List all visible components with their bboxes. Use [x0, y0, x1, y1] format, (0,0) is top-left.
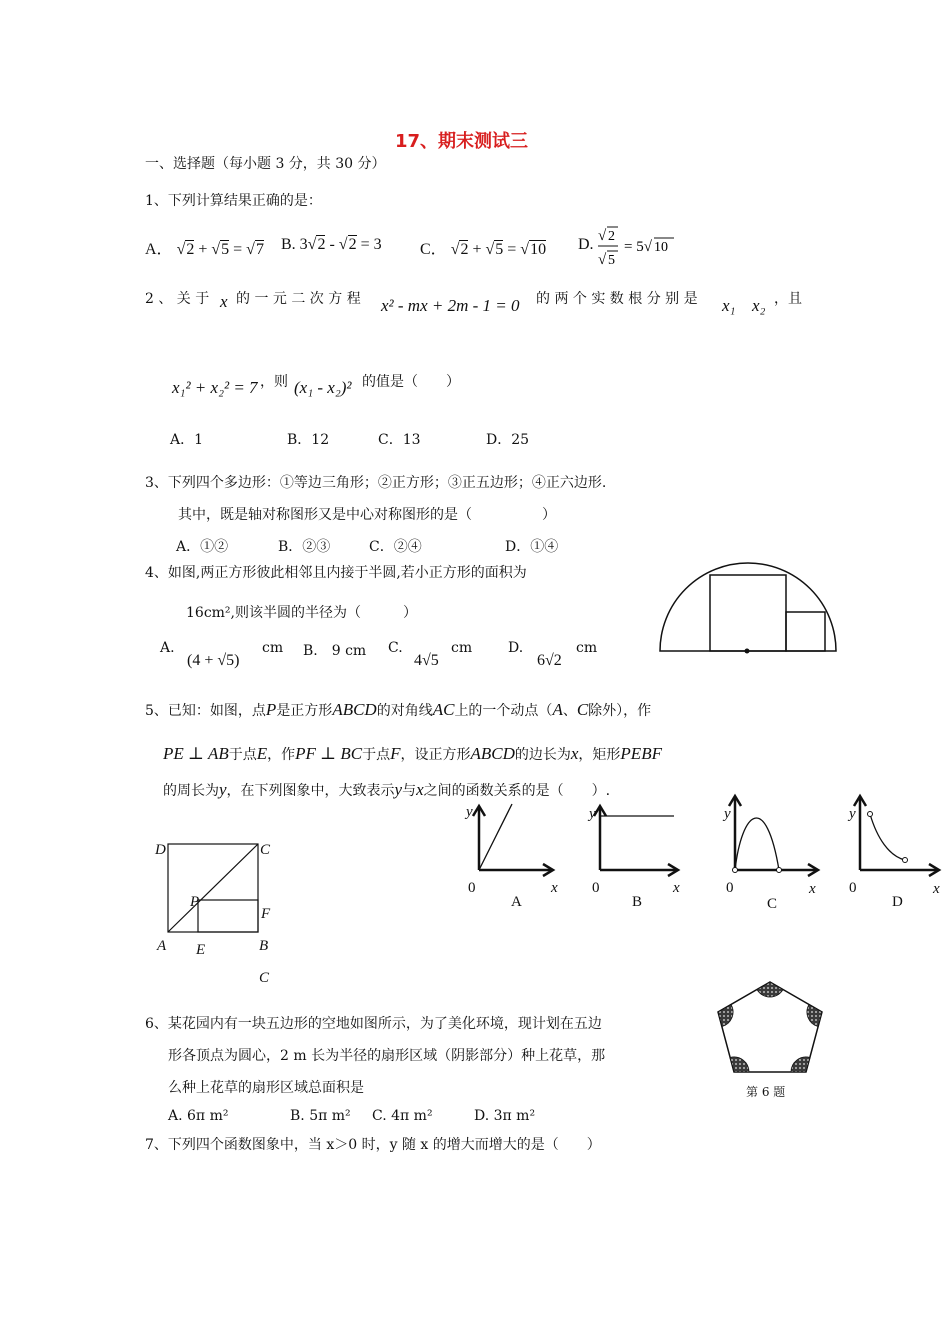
q3-stem: 3、下列四个多边形：①等边三角形；②正方形；③正五边形；④正六边形.: [145, 475, 607, 491]
q2-option-d: D．25: [486, 432, 530, 448]
label-d: D: [155, 842, 166, 858]
var-abcd: ABCD: [332, 700, 377, 719]
label-f: F: [261, 906, 271, 922]
var-p: P: [265, 700, 277, 719]
q6-line1: 6、某花园内有一块五边形的空地如图所示，为了美化环境，现计划在五边: [145, 1016, 602, 1032]
q2-mid2: 的 两 个 实 数 根 分 别 是: [536, 291, 698, 307]
graph-b-label: B: [632, 894, 643, 910]
q2-var-x: x: [220, 292, 228, 311]
q3-stem2: 其中，既是轴对称图形又是中心对称图形的是（ ）: [178, 507, 556, 523]
y-axis-label: y: [724, 806, 731, 822]
q2-tail: ，且: [774, 291, 802, 307]
label-c: C: [260, 842, 271, 858]
q2-option-c: C．13: [378, 432, 421, 448]
q4-option-d-label: D.: [508, 640, 524, 656]
option-label: A．: [145, 241, 173, 258]
text: ，设正方形: [400, 747, 471, 763]
var-pebf: PEBF: [620, 744, 662, 763]
text: 除外），作: [588, 703, 652, 719]
svg-text:= 5√: = 5√: [624, 239, 652, 255]
text: ，在下列图象中，大致表示: [226, 783, 395, 799]
svg-text:10: 10: [654, 240, 668, 255]
var-y: y: [219, 780, 227, 799]
text: 于点: [362, 747, 391, 763]
center-point: [745, 649, 750, 654]
q1-option-b: [281, 236, 382, 254]
q4-option-a-value: (4 + √5): [187, 652, 240, 669]
var-abcd: ABCD: [470, 744, 515, 763]
semicircle-outline: [660, 563, 836, 651]
q4-option-d-value: 6√2: [537, 652, 562, 669]
q5-line3: [163, 780, 610, 800]
q4-option-c-value: 4√5: [414, 652, 439, 669]
q6-figure-caption: 第 6 题: [746, 1085, 786, 1099]
q1-stem: 1、下列计算结果正确的是：: [145, 193, 322, 209]
q2-mid: 的 一 元 二 次 方 程: [236, 291, 361, 307]
text: 5、已知：如图，点: [145, 703, 266, 719]
var-c: C: [576, 700, 589, 719]
q5-line2: [163, 744, 662, 764]
x-axis-label: x: [551, 880, 558, 896]
q6-option-a: A. 6π m²: [168, 1108, 229, 1124]
label-a: A: [157, 938, 167, 954]
q6-line3: 么种上花草的扇形区域总面积是: [168, 1080, 364, 1096]
q2-condition: x₁² + x₂² = 7: [172, 378, 258, 397]
sector-top: [757, 982, 783, 997]
text: 的周长为: [163, 783, 219, 799]
expr-pf-bc: PF ⊥ BC: [295, 744, 363, 763]
x-axis-label: x: [673, 880, 680, 896]
graph-c-label: C: [767, 896, 778, 912]
text: 上的一个动点（: [454, 703, 553, 719]
label-b: B: [259, 938, 269, 954]
large-square: [710, 575, 786, 651]
label-e: E: [196, 942, 206, 958]
text: 的对角线: [376, 703, 433, 719]
q2-equation: x² - mx + 2m - 1 = 0: [381, 296, 520, 315]
q5-graph-b: [590, 800, 690, 890]
q4-stem2: 16cm²,则该半圆的半径为（ ）: [186, 605, 417, 621]
q5-graph-c: [720, 790, 830, 890]
q6-pentagon-figure: [714, 978, 826, 1076]
text: 于点: [228, 747, 257, 763]
y-axis-label: y: [466, 804, 473, 820]
label-p: P: [190, 894, 200, 910]
q5-graph-d: [845, 790, 945, 890]
var-ac: AC: [432, 700, 455, 719]
q1-option-d: [578, 236, 594, 254]
q4-stem: 4、如图,两正方形彼此相邻且内接于半圆,若小正方形的面积为: [145, 565, 527, 581]
q3-option-d: D．①④: [505, 539, 559, 555]
option-label: D.: [578, 236, 594, 253]
text: 之间的函数关系的是（ ）.: [423, 783, 611, 799]
q2-root2: x₂: [752, 296, 766, 315]
q5-line1: [145, 700, 651, 720]
expr-pe-ab: PE ⊥ AB: [163, 744, 229, 763]
svg-text:√: √: [598, 228, 607, 244]
var-e: E: [256, 744, 268, 763]
q4-semicircle-figure: [655, 560, 840, 660]
q2-option-a: A．1: [170, 432, 204, 448]
q4-unit-d: cm: [576, 640, 598, 656]
option-label: B.: [281, 236, 296, 253]
math-expression: √2 + √5 = √7: [176, 241, 264, 258]
svg-text:5: 5: [608, 253, 615, 268]
y-axis-label: y: [589, 806, 596, 822]
x-axis-label: x: [933, 881, 940, 897]
text: 是正方形: [276, 703, 333, 719]
var-x: x: [570, 744, 579, 763]
math-expression: 3√2 - √2 = 3: [299, 236, 382, 253]
x-axis-label: x: [809, 881, 816, 897]
origin-label: 0: [726, 880, 734, 896]
origin-label: 0: [468, 880, 476, 896]
var-x: x: [416, 780, 424, 799]
var-a: A: [552, 700, 563, 719]
graph-a-label: A: [511, 894, 522, 910]
q2-ask: 的值是（ ）: [362, 374, 460, 390]
math-expression: √2 + √5 = √10: [450, 241, 547, 258]
page-title: 17、期末测试三: [395, 131, 529, 152]
q2-root1: x₁: [722, 296, 736, 315]
q3-option-a: A．①②: [176, 539, 229, 555]
svg-text:√: √: [598, 252, 607, 268]
small-square: [786, 612, 825, 651]
graph-d-label: D: [892, 894, 903, 910]
text: ，作: [267, 747, 296, 763]
rectangle-pebf: [198, 900, 258, 932]
q3-option-c: C．②④: [369, 539, 422, 555]
text: 、: [562, 703, 577, 719]
var-y: y: [394, 780, 403, 799]
svg-text:2: 2: [608, 229, 615, 244]
text: 的边长为: [514, 747, 571, 763]
q2-option-b: B．12: [287, 432, 330, 448]
q4-option-a-label: A.: [160, 640, 175, 656]
q3-option-b: B．②③: [278, 539, 331, 555]
var-f: F: [390, 744, 401, 763]
q4-unit-a: cm: [262, 640, 284, 656]
origin-label: 0: [849, 880, 857, 896]
graph-curve: [870, 814, 905, 860]
q4-option-b: B. 9 cm: [303, 643, 367, 659]
q4-unit-c: cm: [451, 640, 473, 656]
q6-option-d: D. 3π m²: [474, 1108, 536, 1124]
diagonal-ac: [168, 844, 258, 932]
q2-cond-tail: ，则: [260, 374, 288, 390]
option-label: C．: [420, 241, 447, 258]
label-c-bottom: C: [259, 970, 270, 986]
origin-label: 0: [592, 880, 600, 896]
graph-curve: [735, 818, 779, 870]
q6-option-b: B. 5π m²: [290, 1108, 351, 1124]
q6-option-c: C. 4π m²: [372, 1108, 433, 1124]
q1-option-c: [420, 236, 546, 259]
q4-option-c-label: C.: [388, 640, 403, 656]
q2-lead: 2 、 关 于: [145, 291, 210, 307]
text: ，矩形: [578, 747, 621, 763]
q5-graph-a: [465, 800, 565, 890]
section-heading: 一、选择题（每小题 3 分，共 30 分）: [145, 156, 386, 172]
q7-stem: 7、下列四个函数图象中，当 x＞0 时，y 随 x 的增大而增大的是（ ）: [145, 1137, 601, 1153]
q6-line2: 形各顶点为圆心，2 m 长为半径的扇形区域（阴影部分）种上花草，那: [168, 1048, 606, 1064]
text: 与: [402, 783, 417, 799]
q1-option-a: [145, 236, 264, 259]
q1-option-d-fraction: [596, 222, 686, 270]
q2-expression: (x₁ - x₂)²: [294, 378, 352, 397]
y-axis-label: y: [849, 806, 856, 822]
